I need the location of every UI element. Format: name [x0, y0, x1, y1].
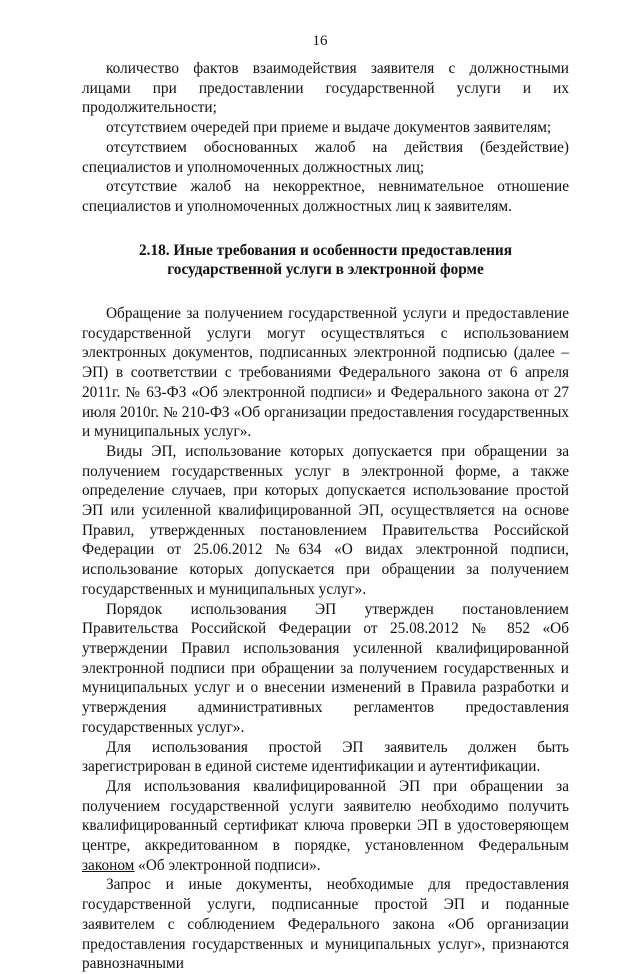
paragraph-signature-procedure: Порядок использования ЭП утвержден постановлением Правительства Российской Федерации от 25.08.2012 № 852 «Об утверждении Правил использования усиленной квалифицированной электронной подписи при обращении за получением государственных и муниципальных услуг и о внесении изменений в Правила разработки и утверждения административных регламентов предоставления государственных услуг».	[82, 600, 569, 736]
list-item-queues: отсутствием очередей при приеме и выдаче документов заявителям;	[106, 119, 552, 137]
paragraph-qualified-signature	[82, 777, 569, 876]
paragraph-request-documents: Запрос и иные документы, необходимые для предоставления государственной услуги, подписанные простой ЭП и поданные заявителем с соблюдением Федерального закона «Об организации предоставления государственных и муниципальных услуг», признаются равнозначными	[82, 876, 569, 973]
list-item-interactions: количество фактов взаимодействия заявителя с должностными лицами при предоставлении государственной услуги и их продолжительности;	[82, 60, 569, 117]
section-title: 2.18. Иные требования и особенности предоставления государственной услуги в электронной форме	[139, 241, 512, 279]
page-number: 16	[312, 33, 328, 49]
document-body	[82, 59, 569, 974]
paragraph-signature-types: Виды ЭП, использование которых допускается при обращении за получением государственных услуг в электронной форме, а также определение случаев, при которых допускается использование простой ЭП или усиленной квалифицированной ЭП, осуществляется на основе Правил, утвержденных постановлением Правительства Российской Федерации от 25.06.2012 №634 «О видах электронной подписи, использование которых допускается при обращении за получением государственных и муниципальных услуг».	[82, 442, 569, 598]
paragraph-simple-signature: Для использования простой ЭП заявитель должен быть зарегистрирован в единой системе идентификации и аутентификации.	[82, 738, 569, 776]
law-link[interactable]: законом	[82, 856, 135, 874]
list-item-attitude: отсутствие жалоб на некорректное, невнимательное отношение специалистов и уполномоченных должностных лиц к заявителям.	[82, 178, 569, 215]
list-item-complaints: отсутствием обоснованных жалоб на действия (бездействие) специалистов и уполномоченных должностных лиц;	[82, 138, 569, 176]
qualified-signature-text: Для использования квалифицированной ЭП при обращении за получением государственной услуги заявителю необходимо получить квалифицированный сертификат ключа проверки ЭП в удостоверяющем центре, аккредитованном в порядке, установленном Федеральным	[82, 777, 569, 855]
paragraph-electronic-appeal: Обращение за получением государственной услуги и предоставление государственной услуги могут осуществляться с использованием электронных документов, подписанных электронной подписью (далее – ЭП) в соответствии с требованиями Федерального закона от 6 апреля 2011г. № 63-ФЗ «Об электронной подписи» и Федерального закона от 27 июля 2010г. № 210-ФЗ «Об организации предоставления государственных и муниципальных услуг».	[82, 305, 569, 441]
qualified-signature-text-end: «Об электронной подписи».	[134, 856, 321, 874]
